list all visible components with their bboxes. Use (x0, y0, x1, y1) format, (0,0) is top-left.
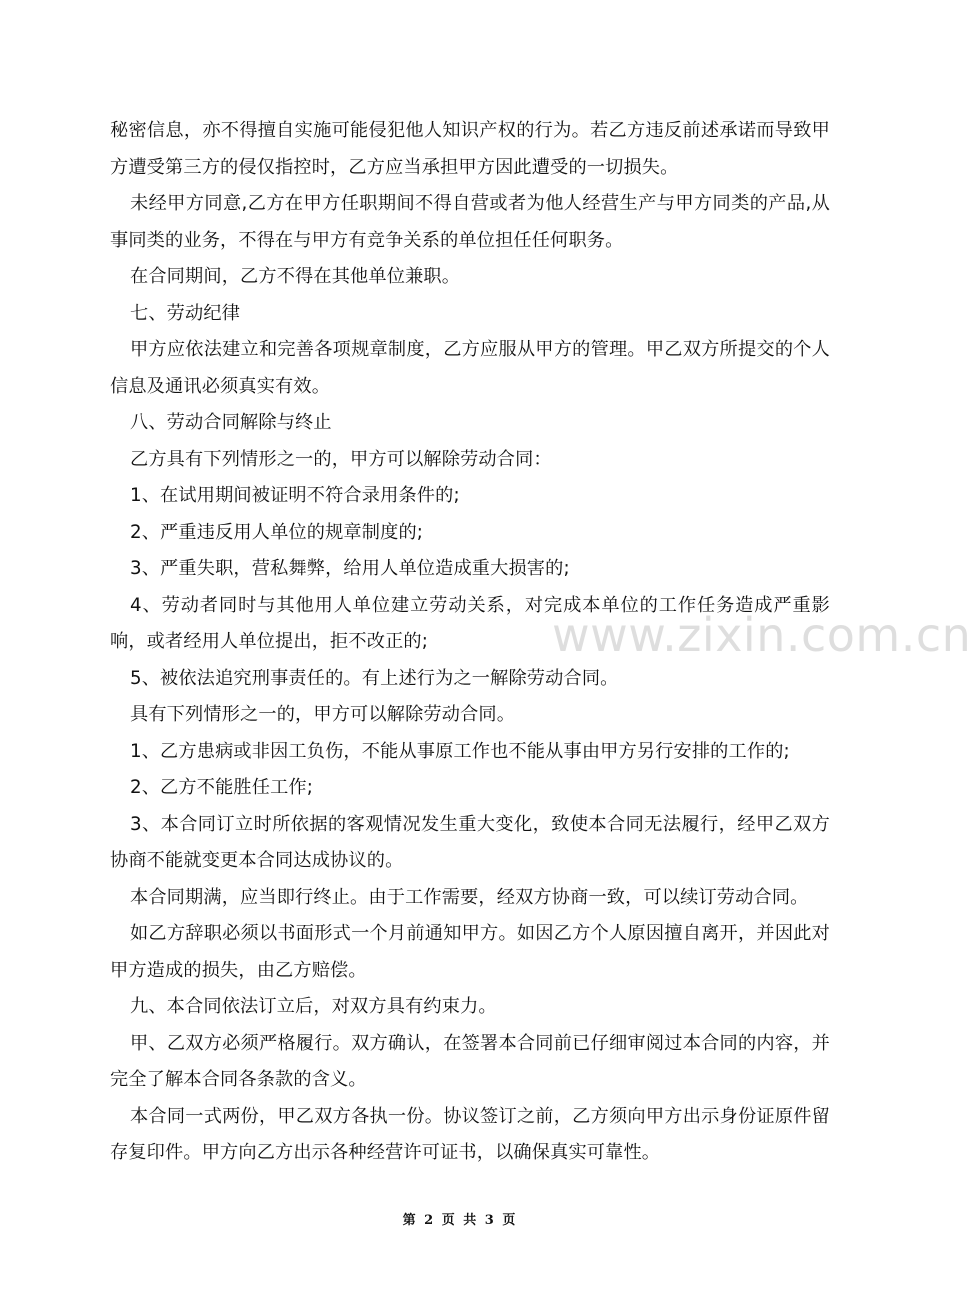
paragraph: 秘密信息，亦不得擅自实施可能侵犯他人知识产权的行为。若乙方违反前述承诺而导致甲方遭受第三方的侵仅指控时，乙方应当承担甲方因此遭受的一切损失。 (110, 120, 830, 178)
paragraph: 甲、乙双方必须严格履行。双方确认，在签署本合同前已仔细审阅过本合同的内容，并完全了解本合同各条款的含义。 (110, 1032, 830, 1090)
paragraph: 3、本合同订立时所依据的客观情况发生重大变化，致使本合同无法履行，经甲乙双方协商不能就变更本合同达成协议的。 (110, 813, 830, 871)
paragraph: 1、乙方患病或非因工负伤，不能从事原工作也不能从事由甲方另行安排的工作的; (130, 740, 790, 762)
paragraph: 七、劳动纪律 (130, 302, 241, 324)
paragraph: 九、本合同依法订立后，对双方具有约束力。 (130, 996, 497, 1017)
document-body (110, 113, 830, 1172)
page-number-footer: 第 2 页 共 3 页 (402, 1213, 518, 1228)
paragraph: 甲方应依法建立和完善各项规章制度，乙方应服从甲方的管理。甲乙双方所提交的个人信息及通讯必须真实有效。 (110, 339, 830, 397)
paragraph: 如乙方辞职必须以书面形式一个月前通知甲方。如因乙方个人原因擅自离开，并因此对甲方造成的损失，由乙方赔偿。 (110, 923, 830, 981)
paragraph: 2、严重违反用人单位的规章制度的; (130, 521, 424, 543)
paragraph: 未经甲方同意,乙方在甲方任职期间不得自营或者为他人经营生产与甲方同类的产品,从事同类的业务，不得在与甲方有竞争关系的单位担任任何职务。 (110, 193, 830, 251)
paragraph: 在合同期间，乙方不得在其他单位兼职。 (130, 266, 461, 287)
paragraph: 本合同一式两份，甲乙双方各执一份。协议签订之前，乙方须向甲方出示身份证原件留存复印件。甲方向乙方出示各种经营许可证书，以确保真实可靠性。 (110, 1105, 830, 1163)
paragraph: 3、严重失职，营私舞弊，给用人单位造成重大损害的; (130, 558, 570, 579)
paragraph: 八、劳动合同解除与终止 (130, 412, 332, 433)
paragraph: 1、在试用期间被证明不符合录用条件的; (130, 485, 460, 506)
paragraph: 4、劳动者同时与其他用人单位建立劳动关系，对完成本单位的工作任务造成严重影响，或者经用人单位提出，拒不改正的; (110, 594, 830, 652)
paragraph: 2、乙方不能胜任工作; (130, 777, 314, 798)
paragraph: 5、被依法追究刑事责任的。有上述行为之一解除劳动合同。 (130, 667, 619, 689)
paragraph: 本合同期满，应当即行终止。由于工作需要，经双方协商一致，可以续订劳动合同。 (130, 886, 809, 908)
watermark: www.zixin.com.cn (552, 608, 971, 662)
paragraph: 具有下列情形之一的，甲方可以解除劳动合同。 (130, 704, 516, 725)
paragraph: 乙方具有下列情形之一的，甲方可以解除劳动合同： (130, 448, 552, 470)
